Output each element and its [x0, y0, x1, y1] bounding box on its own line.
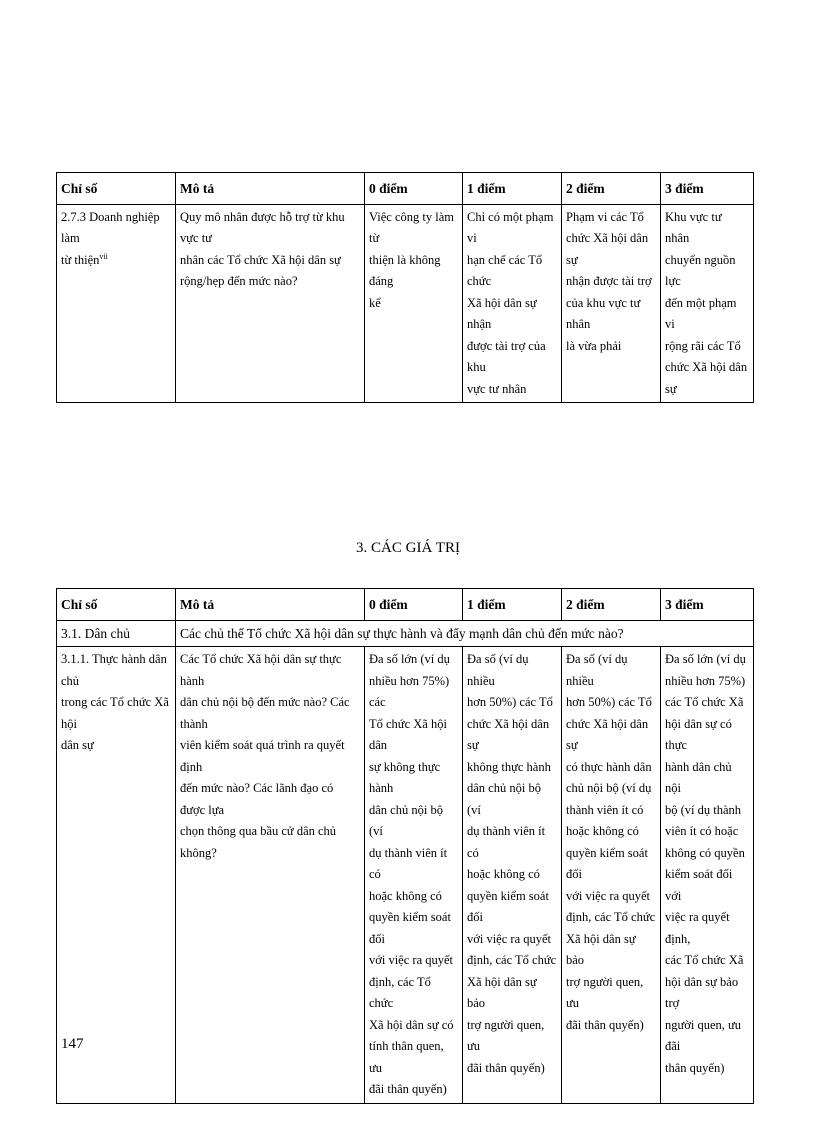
subsection-row: [57, 620, 754, 647]
indicator-cell: [57, 204, 176, 403]
header-description: Mô tả: [176, 589, 365, 621]
subsection-question: Các chủ thể Tổ chức Xã hội dân sự thực hành và đẩy mạnh dân chủ đến mức nào?: [176, 620, 754, 647]
table-row: [57, 204, 754, 403]
indicator-text: 2.7.3 Doanh nghiệp làm từ thiện: [61, 209, 160, 267]
header-score-2: 2 điểm: [562, 173, 661, 205]
indicator-table-corporate-philanthropy: [56, 172, 754, 403]
section-heading: 3. CÁC GIÁ TRỊ: [356, 540, 460, 556]
indicator-table-democracy: [56, 588, 754, 1104]
header-score-0: 0 điểm: [365, 173, 463, 205]
score-2-cell: Phạm vi các Tổ chức Xã hội dân sự nhận được tài trợ của khu vực tư nhân là vừa phải: [562, 204, 661, 403]
score-0-cell: Việc công ty làm từ thiện là không đáng kể: [365, 204, 463, 403]
score-3-cell: Khu vực tư nhân chuyển nguồn lực đến một phạm vi rộng rãi các Tổ chức Xã hội dân sự: [661, 204, 754, 403]
header-score-1: 1 điểm: [463, 589, 562, 621]
header-score-1: 1 điểm: [463, 173, 562, 205]
header-indicator: Chỉ số: [57, 173, 176, 205]
header-score-3: 3 điểm: [661, 589, 754, 621]
table-header-row: [57, 173, 754, 205]
header-score-3: 3 điểm: [661, 173, 754, 205]
page-number: 147: [61, 1036, 84, 1052]
indicator-cell: 3.1.1. Thực hành dân chủ trong các Tổ chức Xã hội dân sự: [57, 647, 176, 1104]
header-score-0: 0 điểm: [365, 589, 463, 621]
score-0-cell: Đa số lớn (ví dụ nhiều hơn 75%) các Tổ chức Xã hội dân sự không thực hành dân chủ nội bộ (ví dụ thành viên ít có hoặc không có quyền kiểm soát đối với việc ra quyết định, các Tổ chức Xã hội dân sự có tính thân quen, ưu đãi thân quyến): [365, 647, 463, 1104]
score-1-cell: Đa số (ví dụ nhiều hơn 50%) các Tổ chức Xã hội dân sự không thực hành dân chủ nội bộ (ví dụ thành viên ít có hoặc không có quyền kiểm soát đối với việc ra quyết định, các Tổ chức Xã hội dân sự bảo trợ người quen, ưu đãi thân quyến): [463, 647, 562, 1104]
description-cell: Các Tổ chức Xã hội dân sự thực hành dân chủ nội bộ đến mức nào? Các thành viên kiểm soát quá trình ra quyết định đến mức nào? Các lãnh đạo có được lựa chọn thông qua bầu cử dân chủ không?: [176, 647, 365, 1104]
score-2-cell: Đa số (ví dụ nhiều hơn 50%) các Tổ chức Xã hội dân sự có thực hành dân chủ nội bộ (ví dụ thành viên ít có hoặc không có quyền kiểm soát đối với việc ra quyết định, các Tổ chức Xã hội dân sự bảo trợ người quen, ưu đãi thân quyến): [562, 647, 661, 1104]
score-3-cell: Đa số lớn (ví dụ nhiều hơn 75%) các Tổ chức Xã hội dân sự có thực hành dân chủ nội bộ (ví dụ thành viên ít có hoặc không có quyền kiểm soát đối với việc ra quyết định, các Tổ chức Xã hội dân sự bảo trợ người quen, ưu đãi thân quyến): [661, 647, 754, 1104]
header-score-2: 2 điểm: [562, 589, 661, 621]
footnote-marker: vii: [99, 251, 108, 261]
header-description: Mô tả: [176, 173, 365, 205]
table-header-row: [57, 589, 754, 621]
header-indicator: Chỉ số: [57, 589, 176, 621]
subsection-label: 3.1. Dân chủ: [57, 620, 176, 647]
table-row: [57, 647, 754, 1104]
score-1-cell: Chỉ có một phạm vi hạn chế các Tổ chức Xã hội dân sự nhận được tài trợ của khu vực tư nhân: [463, 204, 562, 403]
description-cell: Quy mô nhân được hỗ trợ từ khu vực tư nhân các Tổ chức Xã hội dân sự rộng/hẹp đến mức nào?: [176, 204, 365, 403]
